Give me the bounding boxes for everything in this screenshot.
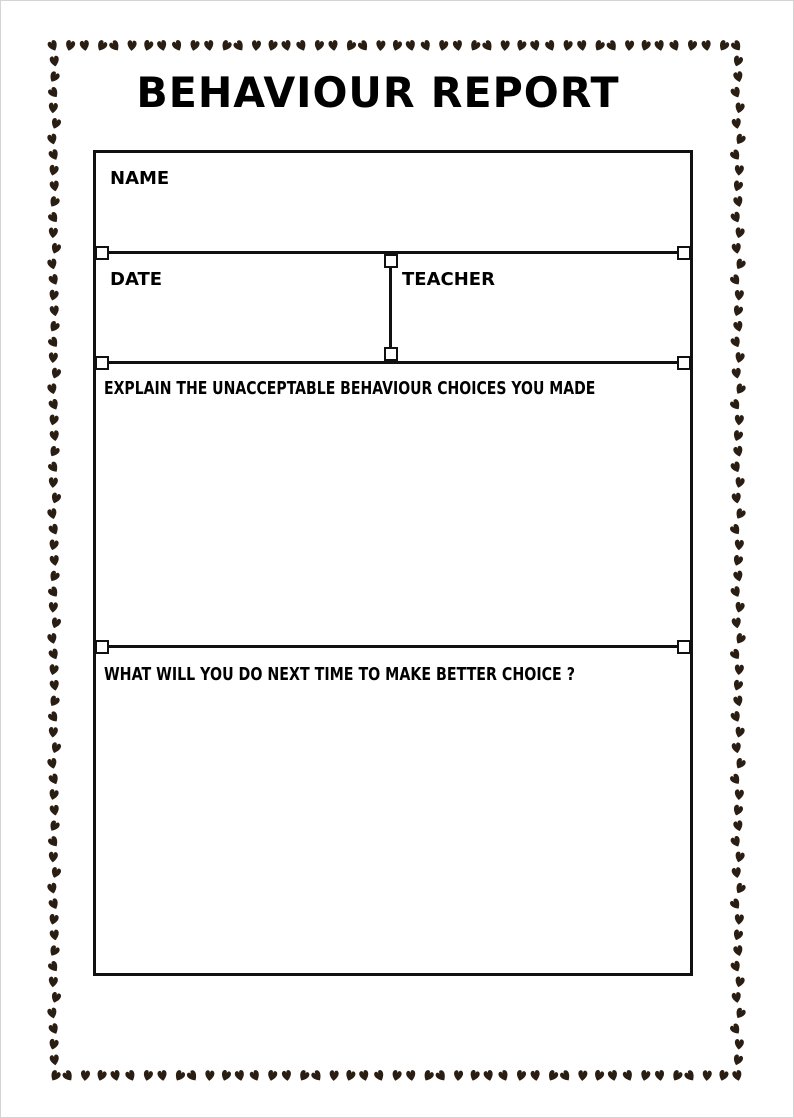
heart-icon <box>49 1054 60 1066</box>
heart-icon <box>48 913 59 925</box>
heart-icon <box>48 1038 59 1050</box>
heart-icon <box>483 1069 494 1081</box>
heart-icon <box>48 352 58 363</box>
heart-icon <box>734 664 744 675</box>
heart-icon <box>48 648 61 661</box>
heart-icon <box>48 227 58 238</box>
heart-icon <box>732 1069 743 1081</box>
heart-icon <box>732 929 744 942</box>
heart-icon <box>48 1022 61 1035</box>
heart-icon <box>205 1070 215 1081</box>
heart-icon <box>108 39 121 53</box>
heart-icon <box>729 148 742 162</box>
heart-icon <box>48 944 61 958</box>
heart-icon <box>607 1069 618 1081</box>
heart-icon <box>47 258 58 270</box>
teacher-field-label: TEACHER <box>402 269 495 290</box>
heart-icon <box>734 476 745 488</box>
heart-icon <box>49 680 60 692</box>
heart-icon <box>530 1070 541 1082</box>
heart-icon <box>422 1069 435 1083</box>
heart-icon <box>173 1069 186 1083</box>
divider-explain-next <box>96 645 684 648</box>
heart-icon <box>357 39 370 53</box>
heart-icon <box>47 960 60 974</box>
heart-icon <box>49 305 60 317</box>
heart-icon <box>701 40 712 52</box>
heart-icon <box>328 40 339 52</box>
heart-icon <box>48 148 61 161</box>
heart-icon <box>640 1069 651 1081</box>
heart-icon <box>47 336 60 350</box>
heart-icon <box>50 117 62 130</box>
heart-icon <box>50 492 62 505</box>
heart-icon <box>730 336 743 349</box>
heart-icon <box>204 40 215 52</box>
heart-icon <box>48 570 61 584</box>
heart-icon <box>61 1069 74 1083</box>
heart-icon <box>48 664 59 676</box>
heart-icon <box>639 39 651 52</box>
heart-icon <box>729 1022 742 1036</box>
heart-icon <box>731 492 742 504</box>
heart-icon <box>344 1069 356 1082</box>
date-field-label: DATE <box>110 269 163 290</box>
heart-icon <box>110 1069 121 1081</box>
heart-icon <box>559 1069 572 1083</box>
heart-icon <box>732 305 744 318</box>
heart-icon <box>668 39 681 52</box>
heart-icon <box>733 570 744 582</box>
report-form <box>93 150 693 976</box>
heart-icon <box>729 398 742 412</box>
heart-icon <box>683 1069 696 1083</box>
heart-icon <box>142 1069 153 1081</box>
heart-icon <box>734 1007 746 1021</box>
resize-handle[interactable] <box>677 246 691 260</box>
heart-icon <box>732 554 744 567</box>
heart-icon <box>49 804 60 816</box>
heart-icon <box>730 461 743 474</box>
heart-icon <box>48 414 59 426</box>
heart-icon <box>50 991 62 1004</box>
heart-icon <box>124 1069 137 1082</box>
heart-icon <box>733 945 744 957</box>
heart-icon <box>593 39 606 53</box>
heart-icon <box>733 445 744 457</box>
heart-icon <box>297 1069 310 1083</box>
heart-icon <box>47 39 60 52</box>
heart-icon <box>48 523 61 536</box>
heart-icon <box>49 1069 62 1083</box>
heart-icon <box>95 1069 107 1082</box>
heart-icon <box>405 39 416 51</box>
heart-icon <box>47 508 58 520</box>
heart-icon <box>731 243 742 255</box>
heart-icon <box>686 39 697 51</box>
heart-icon <box>266 39 278 52</box>
heart-icon <box>731 992 742 1004</box>
heart-icon <box>47 383 58 395</box>
heart-icon <box>734 290 744 301</box>
heart-icon <box>47 585 60 599</box>
heart-icon <box>157 1070 168 1082</box>
heart-icon <box>734 914 744 925</box>
resize-handle[interactable] <box>384 254 398 268</box>
heart-icon <box>717 39 730 53</box>
heart-icon <box>420 39 433 52</box>
heart-icon <box>49 430 60 442</box>
heart-icon <box>730 211 743 224</box>
heart-icon <box>731 867 742 879</box>
heart-icon <box>156 39 167 51</box>
heart-icon <box>729 773 742 787</box>
resize-handle[interactable] <box>677 356 691 370</box>
heart-icon <box>655 1070 666 1082</box>
heart-icon <box>729 897 742 911</box>
heart-icon <box>251 40 261 51</box>
heart-icon <box>732 430 744 443</box>
heart-icon <box>734 165 744 176</box>
heart-icon <box>729 648 742 662</box>
heart-icon <box>452 40 463 52</box>
heart-icon <box>497 1069 510 1082</box>
heart-icon <box>48 976 58 987</box>
heart-icon <box>281 39 292 51</box>
heart-icon <box>734 539 744 550</box>
heart-icon <box>453 1070 463 1081</box>
heart-icon <box>344 39 357 53</box>
heart-icon <box>50 617 62 630</box>
heart-icon <box>47 882 58 894</box>
heart-icon <box>544 39 557 52</box>
heart-icon <box>515 39 527 52</box>
heart-icon <box>732 804 744 817</box>
heart-icon <box>391 39 403 52</box>
heart-icon <box>734 415 744 426</box>
heart-icon <box>48 477 58 488</box>
heart-icon <box>530 39 541 51</box>
divider-date-teacher <box>389 253 392 361</box>
heart-icon <box>730 835 743 848</box>
heart-icon <box>64 39 75 51</box>
heart-icon <box>127 40 137 51</box>
heart-icon <box>734 976 745 988</box>
heart-icon <box>577 40 588 52</box>
heart-icon <box>232 39 245 53</box>
heart-icon <box>734 757 746 771</box>
heart-icon <box>729 273 742 287</box>
heart-icon <box>734 726 745 738</box>
heart-icon <box>406 1070 417 1082</box>
heart-icon <box>731 617 742 629</box>
heart-icon <box>47 133 58 145</box>
heart-icon <box>48 602 58 613</box>
heart-icon <box>391 1069 402 1081</box>
heart-icon <box>48 320 61 334</box>
heart-icon <box>48 695 61 709</box>
heart-icon <box>562 39 573 51</box>
heart-icon <box>606 39 619 53</box>
heart-icon <box>220 39 233 53</box>
resize-handle[interactable] <box>95 640 109 654</box>
resize-handle[interactable] <box>95 356 109 370</box>
heart-icon <box>578 1070 588 1081</box>
heart-icon <box>734 601 745 613</box>
resize-handle[interactable] <box>384 347 398 361</box>
heart-icon <box>47 461 60 475</box>
heart-icon <box>48 273 61 286</box>
heart-icon <box>732 180 744 193</box>
heart-icon <box>733 695 744 707</box>
heart-icon <box>730 960 743 973</box>
heart-icon <box>249 1069 262 1082</box>
heart-icon <box>142 39 154 52</box>
heart-icon <box>734 882 746 896</box>
heart-icon <box>702 1070 712 1081</box>
heart-icon <box>48 898 61 911</box>
heart-icon <box>310 1069 323 1083</box>
heart-icon <box>313 39 324 51</box>
heart-icon <box>734 258 746 272</box>
heart-icon <box>734 227 745 239</box>
heart-icon <box>48 852 58 863</box>
heart-icon <box>731 367 742 379</box>
heart-icon <box>729 523 742 537</box>
heart-icon <box>48 789 59 801</box>
heart-icon <box>47 211 60 225</box>
heart-icon <box>734 1039 744 1050</box>
heart-icon <box>220 1069 232 1082</box>
heart-icon <box>435 1069 448 1083</box>
heart-icon <box>186 1069 199 1083</box>
heart-icon <box>48 445 61 459</box>
heart-icon <box>730 710 743 723</box>
heart-icon <box>47 1007 58 1019</box>
heart-icon <box>468 1069 480 1082</box>
resize-handle[interactable] <box>95 246 109 260</box>
heart-icon <box>47 632 58 644</box>
heart-icon <box>47 835 60 849</box>
heart-icon <box>48 289 59 301</box>
heart-icon <box>48 195 61 209</box>
heart-icon <box>80 1070 90 1081</box>
heart-icon <box>733 820 744 832</box>
heart-icon <box>593 1069 605 1082</box>
heart-icon <box>376 40 386 51</box>
explain-field-label: EXPLAIN THE UNACCEPTABLE BEHAVIOUR CHOICES YOU MADE <box>104 378 596 399</box>
heart-icon <box>733 196 744 208</box>
heart-icon <box>49 929 60 941</box>
heart-icon <box>79 40 90 52</box>
heart-icon <box>734 133 746 147</box>
heart-icon <box>48 164 59 176</box>
heart-icon <box>373 1069 386 1082</box>
heart-icon <box>50 866 62 879</box>
heart-icon <box>731 742 742 754</box>
heart-icon <box>717 1069 729 1082</box>
heart-icon <box>281 1070 292 1082</box>
heart-icon <box>48 727 58 738</box>
heart-icon <box>47 710 60 724</box>
heart-icon <box>50 742 62 755</box>
heart-icon <box>267 1069 278 1081</box>
heart-icon <box>468 39 481 53</box>
heart-icon <box>329 1070 339 1081</box>
heart-icon <box>481 39 494 53</box>
heart-icon <box>95 39 108 53</box>
page-title: BEHAVIOUR REPORT <box>136 68 620 117</box>
heart-icon <box>500 40 510 51</box>
heart-icon <box>234 1069 245 1081</box>
name-field-label: NAME <box>110 168 170 189</box>
heart-icon <box>49 555 60 567</box>
heart-icon <box>48 819 61 833</box>
heart-icon <box>49 55 60 67</box>
heart-icon <box>734 352 745 364</box>
heart-icon <box>622 1069 635 1082</box>
heart-icon <box>171 39 184 52</box>
heart-icon <box>734 789 744 800</box>
heart-icon <box>734 507 746 521</box>
heart-icon <box>295 39 308 52</box>
heart-icon <box>734 632 746 646</box>
next-time-field-label: WHAT WILL YOU DO NEXT TIME TO MAKE BETTER CHOICE ? <box>104 664 575 685</box>
heart-icon <box>48 398 61 411</box>
heart-icon <box>732 55 744 68</box>
heart-icon <box>189 39 200 51</box>
heart-icon <box>731 118 742 130</box>
heart-icon <box>546 1069 559 1083</box>
heart-icon <box>732 1054 744 1067</box>
heart-icon <box>733 320 744 332</box>
heart-icon <box>515 1069 526 1081</box>
heart-icon <box>734 382 746 396</box>
heart-icon <box>438 39 449 51</box>
heart-icon <box>50 367 62 380</box>
heart-icon <box>730 585 743 598</box>
divider-date-explain <box>96 361 684 364</box>
heart-icon <box>49 180 60 192</box>
heart-icon <box>624 40 634 51</box>
heart-icon <box>48 773 61 786</box>
heart-icon <box>670 1069 683 1083</box>
heart-icon <box>47 757 58 769</box>
resize-handle[interactable] <box>677 640 691 654</box>
heart-icon <box>730 39 743 53</box>
heart-icon <box>734 851 745 863</box>
heart-icon <box>50 242 62 255</box>
heart-icon <box>732 679 744 692</box>
heart-icon <box>654 39 665 51</box>
heart-icon <box>359 1069 370 1081</box>
heart-icon <box>48 539 59 551</box>
